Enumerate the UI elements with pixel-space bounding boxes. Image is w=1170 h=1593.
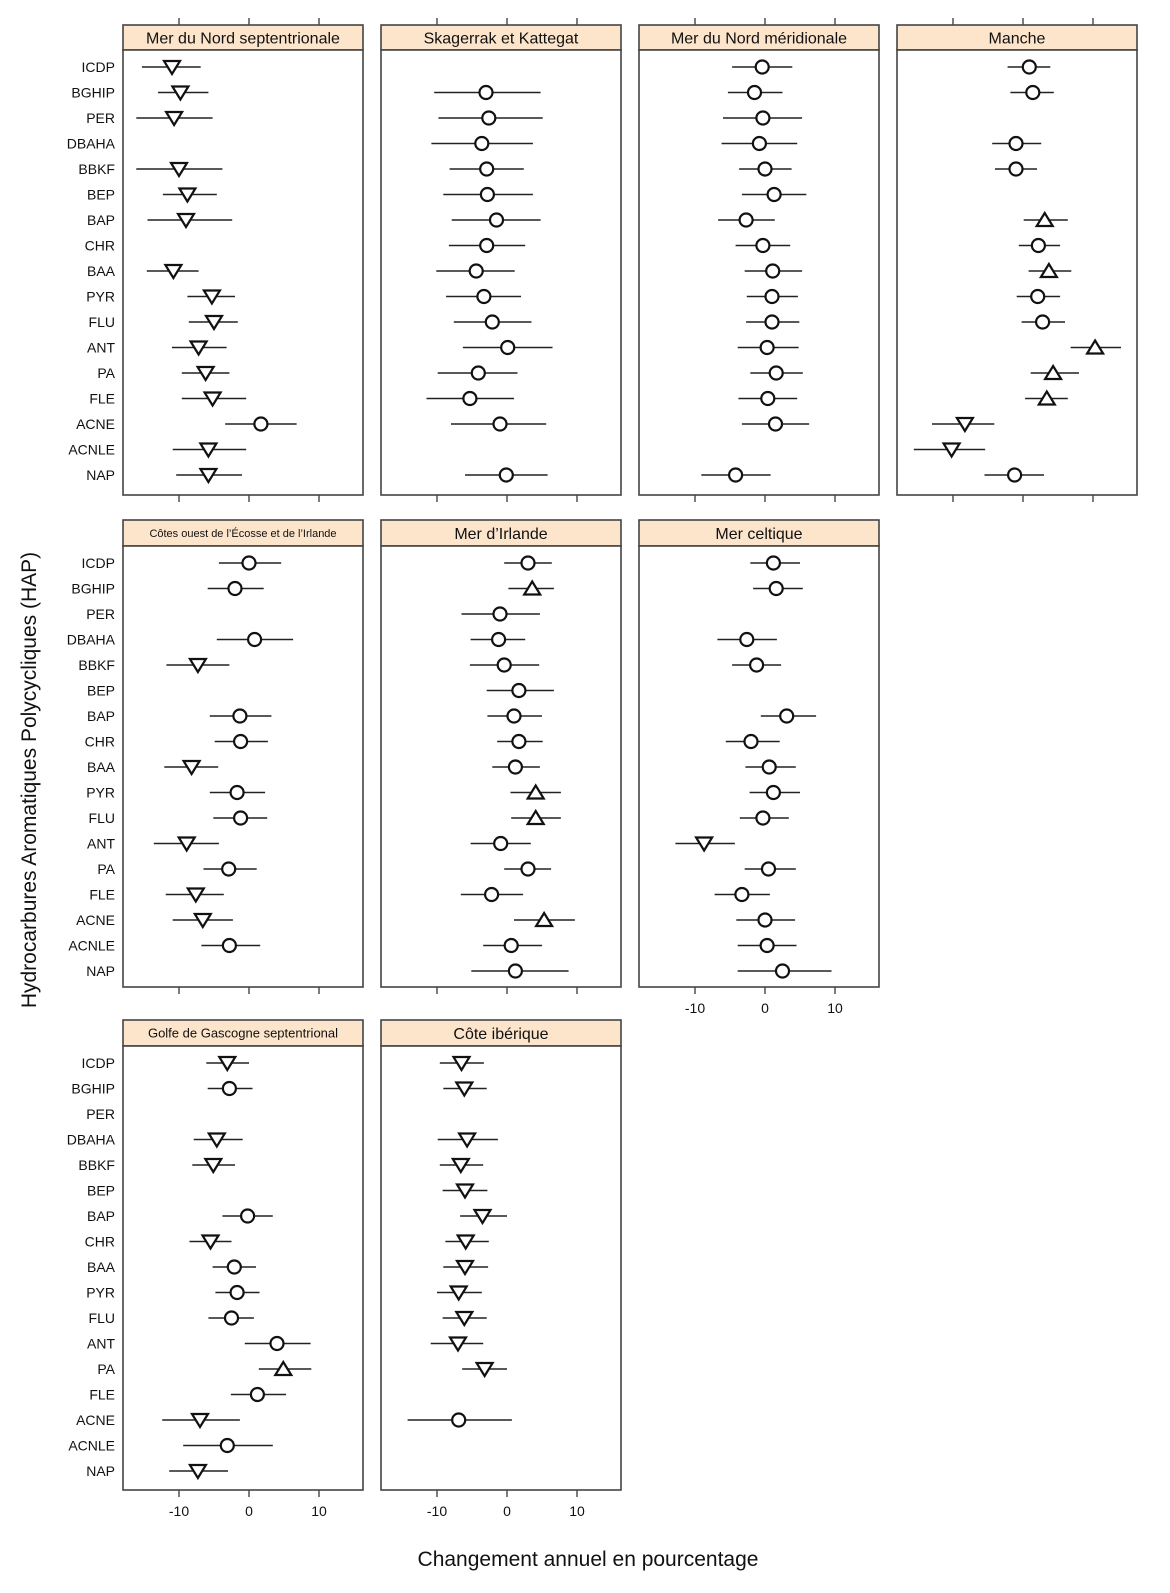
point-no-trend [234,812,247,825]
category-label: BGHIP [71,580,115,597]
category-label: PA [97,861,115,877]
point-no-trend [753,137,766,150]
panel-frame [123,546,363,987]
panel-title: Mer d’Irlande [454,525,548,543]
point-no-trend [1010,137,1023,150]
category-label: PA [97,365,115,381]
category-label: BAP [86,708,115,724]
category-label: FLU [88,314,115,330]
point-no-trend [486,316,499,329]
point-no-trend [761,341,774,354]
point-no-trend [1031,290,1044,303]
category-label: ANT [87,835,115,852]
point-no-trend [1023,61,1036,74]
category-label: NAP [86,963,115,979]
category-label: ICDP [81,1055,115,1071]
point-no-trend [223,939,236,952]
category-label: BBKF [78,161,115,177]
category-label: BAA [86,263,115,279]
point-no-trend [766,290,779,303]
panel [67,520,363,994]
panel-frame [123,1046,363,1490]
point-no-trend [1032,239,1045,252]
x-axis-title: Changement annuel en pourcentage [417,1548,759,1571]
point-no-trend [756,112,769,125]
panel-frame [123,50,363,495]
point-no-trend [480,86,493,99]
point-no-trend [225,1312,238,1325]
category-label: FLU [88,810,115,826]
panel [67,18,363,502]
point-no-trend [505,939,518,952]
point-no-trend [770,367,783,380]
category-label: BAA [86,759,115,775]
point-no-trend [761,392,774,405]
category-label: BEP [86,1182,115,1199]
point-no-trend [745,735,758,748]
tick-label: 0 [245,1503,253,1519]
category-label: DBAHA [66,631,115,648]
point-no-trend [472,367,485,380]
point-no-trend [481,188,494,201]
panel [381,18,621,502]
panel-frame [381,1046,621,1490]
category-label: PYR [86,288,115,305]
panel-title: Mer du Nord méridionale [670,30,848,48]
point-no-trend [475,137,488,150]
point-no-trend [223,1082,236,1095]
category-label: FLU [88,1310,115,1326]
point-no-trend [763,761,776,774]
point-no-trend [233,710,246,723]
category-label: PER [86,1106,115,1122]
point-no-trend [776,965,789,978]
point-no-trend [222,863,235,876]
panel-title: Mer du Nord septentrionale [146,30,340,48]
point-no-trend [254,418,267,431]
point-no-trend [740,214,753,227]
panel-title: Côtes ouest de l’Écosse et de l’Irlande [149,527,337,540]
category-label: ICDP [81,555,115,571]
panel-title: Mer celtique [715,525,803,543]
panel-title: Côte ibérique [453,1025,549,1043]
point-no-trend [780,710,793,723]
point-no-trend [470,265,483,278]
category-label: ANT [87,1335,115,1352]
point-no-trend [1036,316,1049,329]
point-no-trend [770,582,783,595]
point-no-trend [480,239,493,252]
category-label: FLE [89,1386,115,1403]
category-label: BAP [86,1208,115,1224]
category-label: ACNE [76,912,115,928]
tick-label: -10 [168,1503,190,1519]
tick-label: 0 [503,1503,511,1519]
panel [381,520,621,994]
point-no-trend [729,469,742,482]
tick-label: 10 [311,1503,327,1519]
point-no-trend [735,888,748,901]
category-label: PER [86,110,115,126]
category-label: NAP [86,467,115,483]
point-no-trend [508,710,521,723]
point-no-trend [231,1286,244,1299]
point-no-trend [452,1414,465,1427]
category-label: PYR [86,784,115,801]
category-label: BGHIP [71,1080,115,1097]
point-no-trend [512,735,525,748]
panel-title: Skagerrak et Kattegat [423,30,579,48]
point-no-trend [234,735,247,748]
point-no-trend [477,290,490,303]
point-no-trend [769,418,782,431]
point-no-trend [271,1337,284,1350]
category-label: FLE [89,886,115,903]
point-no-trend [494,837,507,850]
point-no-trend [756,239,769,252]
category-label: NAP [86,1463,115,1479]
point-no-trend [482,112,495,125]
point-no-trend [748,86,761,99]
point-no-trend [241,1210,254,1223]
point-no-trend [231,786,244,799]
point-no-trend [509,965,522,978]
category-label: BEP [86,186,115,203]
point-no-trend [229,582,242,595]
category-label: BBKF [78,657,115,673]
category-label: CHR [84,237,115,254]
point-no-trend [750,659,763,672]
point-no-trend [221,1439,234,1452]
point-no-trend [494,418,507,431]
category-label: ACNLE [68,441,115,458]
point-no-trend [1026,86,1039,99]
category-label: BEP [86,682,115,699]
point-no-trend [480,163,493,176]
panel [897,18,1137,502]
panel [639,18,879,502]
point-no-trend [759,914,772,927]
point-no-trend [756,812,769,825]
point-no-trend [766,316,779,329]
point-no-trend [463,392,476,405]
category-label: CHR [84,733,115,750]
panel [381,1020,621,1519]
point-no-trend [485,888,498,901]
category-label: ANT [87,339,115,356]
point-no-trend [492,633,505,646]
point-no-trend [767,557,780,570]
category-label: BBKF [78,1157,115,1173]
category-label: PYR [86,1284,115,1301]
category-label: DBAHA [66,1131,115,1148]
category-label: FLE [89,390,115,407]
panel [67,1020,363,1519]
y-axis-title: Hydrocarbures Aromatiques Polycycliques (HAP) [18,551,41,1009]
point-no-trend [501,341,514,354]
point-no-trend [490,214,503,227]
point-no-trend [494,608,507,621]
point-no-trend [1008,469,1021,482]
category-label: DBAHA [66,135,115,152]
point-no-trend [767,786,780,799]
tick-label: 0 [761,1000,769,1016]
category-label: PA [97,1361,115,1377]
point-no-trend [761,939,774,952]
point-no-trend [1010,163,1023,176]
category-label: ACNE [76,416,115,432]
category-label: CHR [84,1233,115,1250]
point-no-trend [759,163,772,176]
point-no-trend [768,188,781,201]
tick-label: 10 [827,1000,843,1016]
point-no-trend [248,633,261,646]
point-no-trend [509,761,522,774]
point-no-trend [756,61,769,74]
category-label: BAA [86,1259,115,1275]
point-no-trend [740,633,753,646]
point-no-trend [228,1261,241,1274]
panel-title: Golfe de Gascogne septentrional [147,1025,339,1041]
point-no-trend [522,557,535,570]
panel-title: Manche [988,30,1046,48]
category-label: ACNE [76,1412,115,1428]
tick-label: -10 [426,1503,448,1519]
category-label: BGHIP [71,84,115,101]
point-no-trend [500,469,513,482]
point-no-trend [251,1388,264,1401]
point-no-trend [766,265,779,278]
category-label: PER [86,606,115,622]
category-label: ACNLE [68,937,115,954]
category-label: ICDP [81,59,115,75]
point-no-trend [522,863,535,876]
point-no-trend [512,684,525,697]
tick-label: 10 [569,1503,585,1519]
category-label: ACNLE [68,1437,115,1454]
panel-frame [897,50,1137,495]
point-no-trend [498,659,511,672]
panel [639,520,879,1016]
category-label: BAP [86,212,115,228]
point-no-trend [762,863,775,876]
point-no-trend [243,557,256,570]
tick-label: -10 [684,1000,706,1016]
